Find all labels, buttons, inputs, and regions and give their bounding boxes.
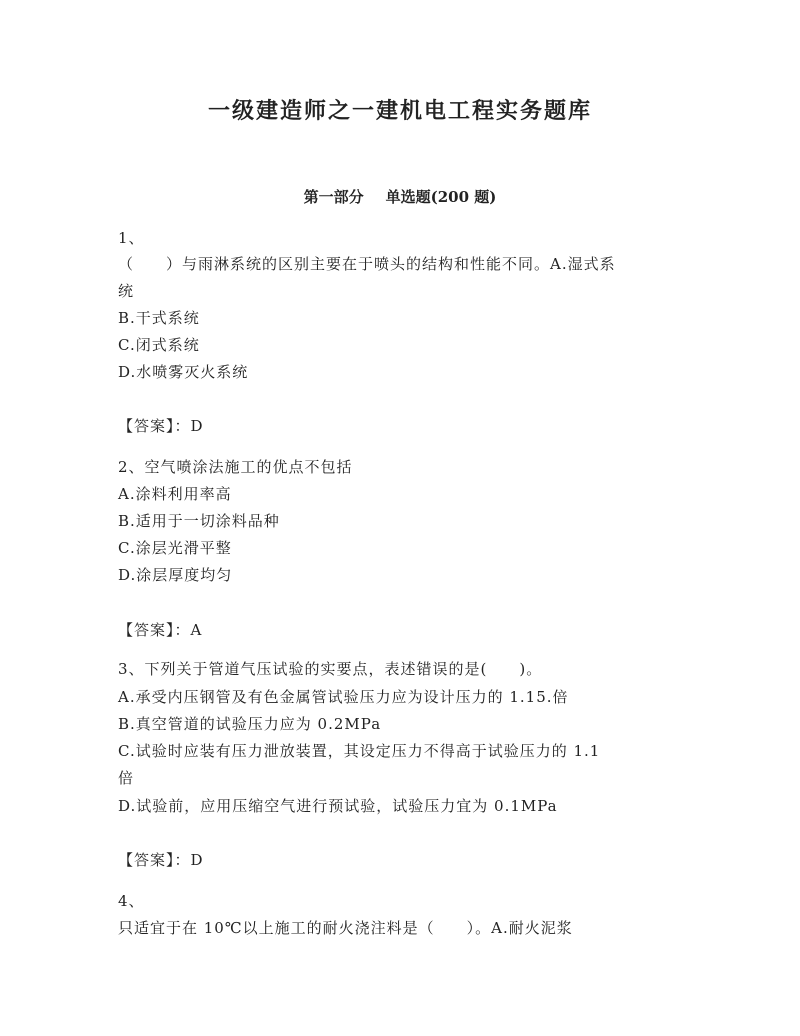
question-1-option-b: B.干式系统	[118, 309, 200, 327]
question-3-option-b: B.真空管道的试验压力应为 0.2MPa	[118, 715, 382, 733]
question-1-answer: 【答案】：D	[118, 417, 204, 435]
question-1-stem-line-2: 统	[118, 282, 135, 300]
question-2-answer: 【答案】：A	[118, 621, 203, 639]
question-1-stem-line-1: （ ）与雨淋系统的区别主要在于喷头的结构和性能不同。A.湿式系	[118, 255, 616, 273]
question-3-stem: 3、下列关于管道气压试验的实要点，表述错误的是( )。	[118, 660, 543, 678]
question-2-option-d: D.涂层厚度均匀	[118, 566, 233, 584]
question-1-option-c: C.闭式系统	[118, 336, 200, 354]
question-2-option-b: B.适用于一切涂料品种	[118, 512, 280, 530]
question-2-stem: 2、空气喷涂法施工的优点不包括	[118, 458, 353, 476]
question-2-option-c: C.涂层光滑平整	[118, 539, 232, 557]
question-1-option-d: D.水喷雾灭火系统	[118, 363, 249, 381]
question-3-option-c-continued: 倍	[118, 769, 135, 787]
question-3-option-a: A.承受内压钢管及有色金属管试验压力应为设计压力的 1.15.倍	[118, 688, 569, 706]
section-heading	[0, 186, 800, 207]
question-3-answer: 【答案】：D	[118, 851, 204, 869]
question-3-option-d: D.试验前，应用压缩空气进行预试验，试验压力宜为 0.1MPa	[118, 797, 558, 815]
section-name: 单选题(200 题)	[385, 188, 497, 206]
question-4-number: 4、	[118, 892, 145, 910]
question-2-option-a: A.涂料利用率高	[118, 485, 232, 503]
question-1-number: 1、	[118, 229, 145, 247]
question-4-stem: 只适宜于在 10℃以上施工的耐火浇注料是（ ）。A.耐火泥浆	[118, 919, 573, 937]
section-part: 第一部分	[303, 188, 364, 206]
question-3-option-c: C.试验时应装有压力泄放装置，其设定压力不得高于试验压力的 1.1	[118, 742, 601, 760]
page-title: 一级建造师之一建机电工程实务题库	[207, 98, 592, 124]
